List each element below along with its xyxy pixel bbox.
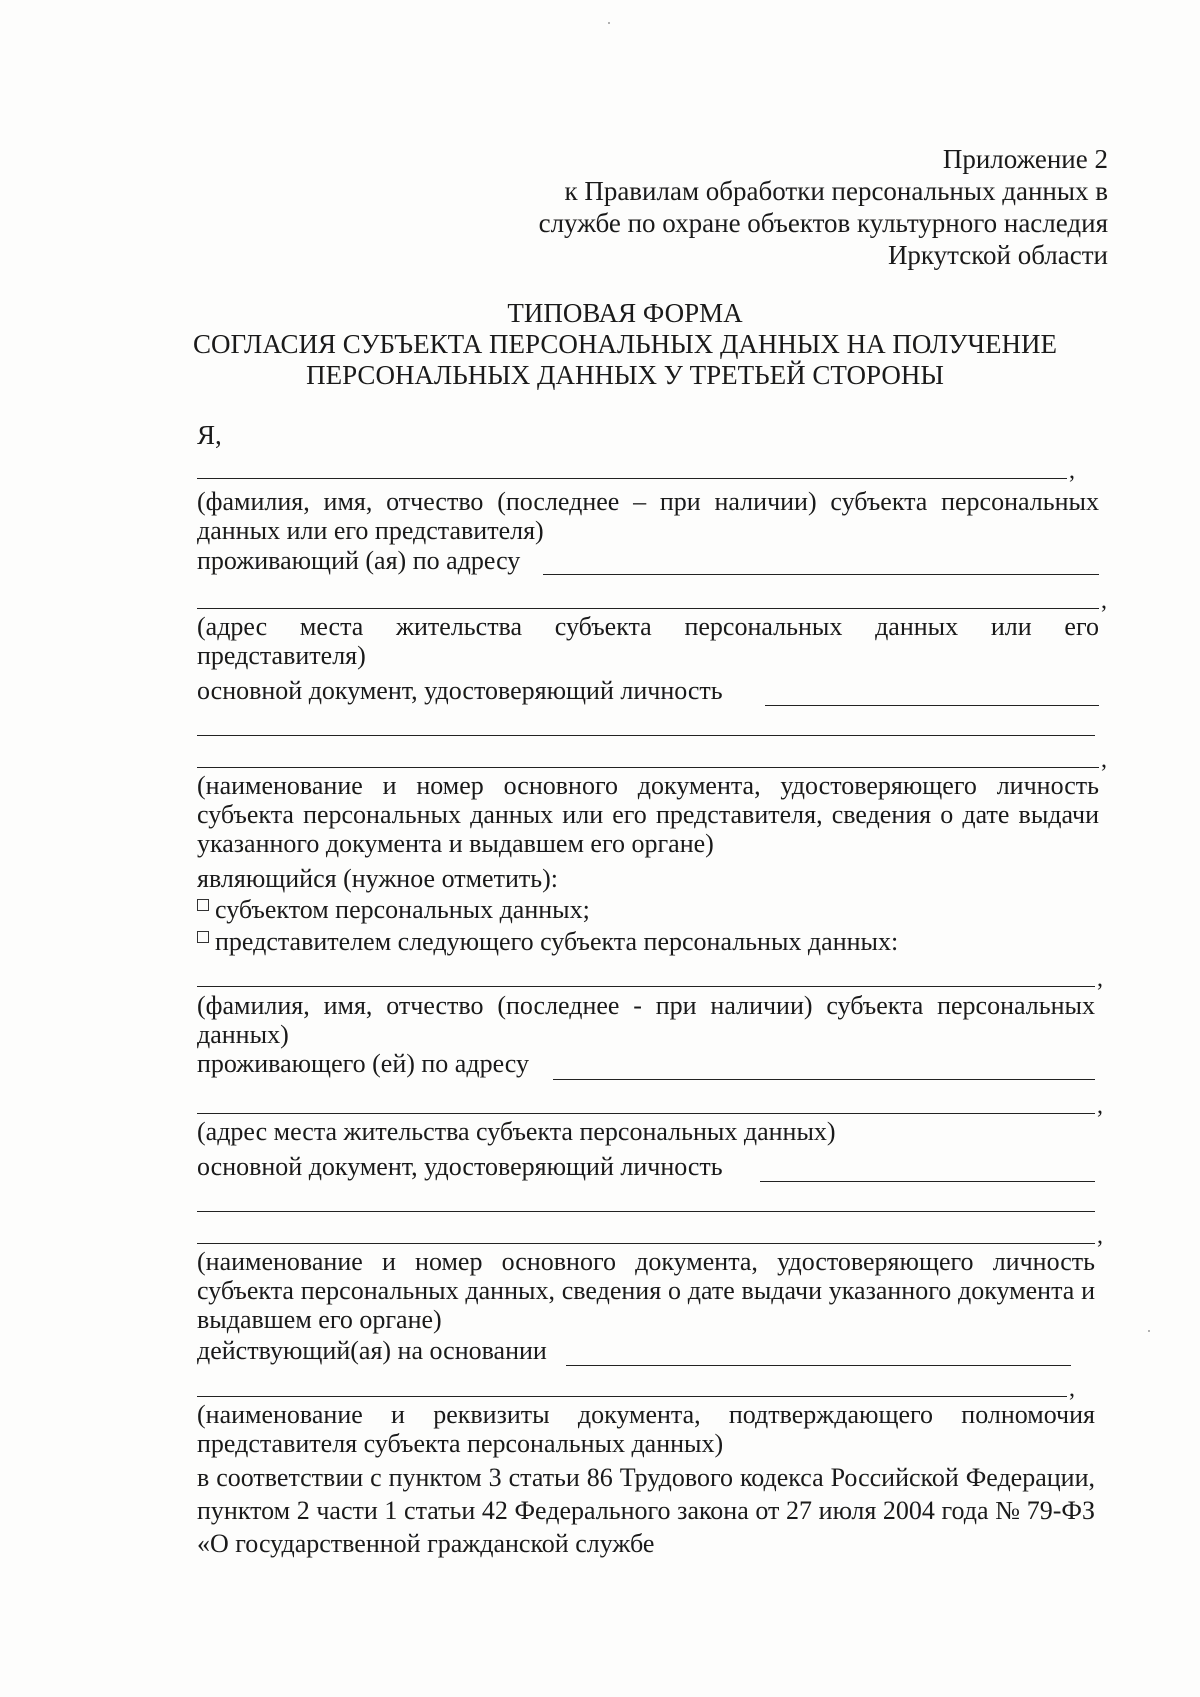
hint-address-subject: (адрес места жительства субъекта персональных данных или его	[197, 612, 1099, 641]
appendix-header	[539, 143, 1108, 271]
main-document-input-line-2[interactable]	[197, 735, 1095, 736]
comma: ,	[1097, 1223, 1103, 1249]
title-line: ПЕРСОНАЛЬНЫХ ДАННЫХ У ТРЕТЬЕЙ СТОРОНЫ	[306, 360, 944, 390]
main-document-input-line[interactable]	[765, 705, 1099, 706]
hint-fio-subject: (фамилия, имя, отчество (последнее – при наличии) субъекта персональных данных или его представителя)	[197, 487, 1099, 545]
main-document-label: основной документ, удостоверяющий личность	[197, 676, 723, 705]
hint-authority-document: (наименование и реквизиты документа, подтверждающего полномочия представителя субъекта персональных данных)	[197, 1400, 1095, 1458]
hint-address-subject-cont: представителя)	[197, 641, 366, 670]
comma: ,	[1101, 747, 1107, 773]
main-document2-label: основной документ, удостоверяющий личность	[197, 1152, 723, 1181]
main-document2-input-line-3[interactable]	[197, 1243, 1095, 1244]
living-address-label: проживающий (ая) по адресу	[197, 546, 521, 575]
living-address2-label: проживающего (ей) по адресу	[197, 1049, 529, 1078]
hint-document-subject: (наименование и номер основного документа, удостоверяющего личность субъекта персональных данных или его представителя, сведения о дате выдачи указанного документа и выдавшем его органе)	[197, 771, 1099, 858]
checkbox-subject[interactable]	[197, 899, 209, 911]
acting-basis-input-line-2[interactable]	[197, 1396, 1067, 1397]
living-address-input-line[interactable]	[543, 574, 1099, 575]
acting-basis-input-line[interactable]	[566, 1365, 1071, 1366]
title-line: ТИПОВАЯ ФОРМА	[507, 298, 743, 328]
comma: ,	[1097, 966, 1103, 992]
title-line: СОГЛАСИЯ СУБЪЕКТА ПЕРСОНАЛЬНЫХ ДАННЫХ НА ПОЛУЧЕНИЕ	[192, 329, 1058, 359]
main-document2-input-line-2[interactable]	[197, 1211, 1095, 1212]
living-address2-input-line-2[interactable]	[197, 1113, 1095, 1114]
living-address-input-line-2[interactable]	[197, 608, 1099, 609]
fio-subject2-input-line[interactable]	[197, 986, 1095, 987]
fio-input-line[interactable]	[197, 478, 1067, 479]
option-representative[interactable]	[197, 927, 898, 957]
living-address2-input-line[interactable]	[553, 1079, 1095, 1080]
scan-dot	[1148, 1330, 1150, 1332]
appendix-line: Иркутской области	[887, 240, 1108, 270]
document-title	[160, 298, 1090, 391]
hint-fio-subject2: (фамилия, имя, отчество (последнее - при наличии) субъекта персональных данных)	[197, 991, 1095, 1049]
comma: ,	[1101, 588, 1107, 614]
comma: ,	[1069, 458, 1075, 484]
main-document2-input-line[interactable]	[760, 1181, 1095, 1182]
legal-basis-text: в соответствии с пунктом 3 статьи 86 Трудового кодекса Российской Федерации, пунктом 2 части 1 статьи 42 Федерального закона от 27 июля 2004 года № 79-ФЗ «О государственной гражданской службе	[197, 1463, 1095, 1558]
hint-address-subject2: (адрес места жительства субъекта персональных данных)	[197, 1117, 836, 1146]
comma: ,	[1097, 1093, 1103, 1119]
option-representative-label: представителем следующего субъекта персональных данных:	[215, 927, 899, 956]
form-intro: Я,	[197, 420, 222, 450]
appendix-line: службе по охране объектов культурного наследия	[538, 208, 1108, 238]
appendix-line: Приложение 2	[942, 144, 1108, 174]
main-document-input-line-3[interactable]	[197, 767, 1099, 768]
appendix-line: к Правилам обработки персональных данных в	[564, 176, 1108, 206]
acting-basis-label: действующий(ая) на основании	[197, 1336, 547, 1365]
being-label: являющийся (нужное отметить):	[197, 864, 558, 893]
scan-dot	[608, 22, 610, 24]
option-subject[interactable]	[197, 895, 590, 925]
hint-document-subject2: (наименование и номер основного документа, удостоверяющего личность субъекта персональных данных, сведения о дате выдачи указанного документа и выдавшем его органе)	[197, 1247, 1095, 1334]
checkbox-representative[interactable]	[197, 931, 209, 943]
comma: ,	[1069, 1376, 1075, 1402]
option-subject-label: субъектом персональных данных;	[215, 895, 590, 924]
